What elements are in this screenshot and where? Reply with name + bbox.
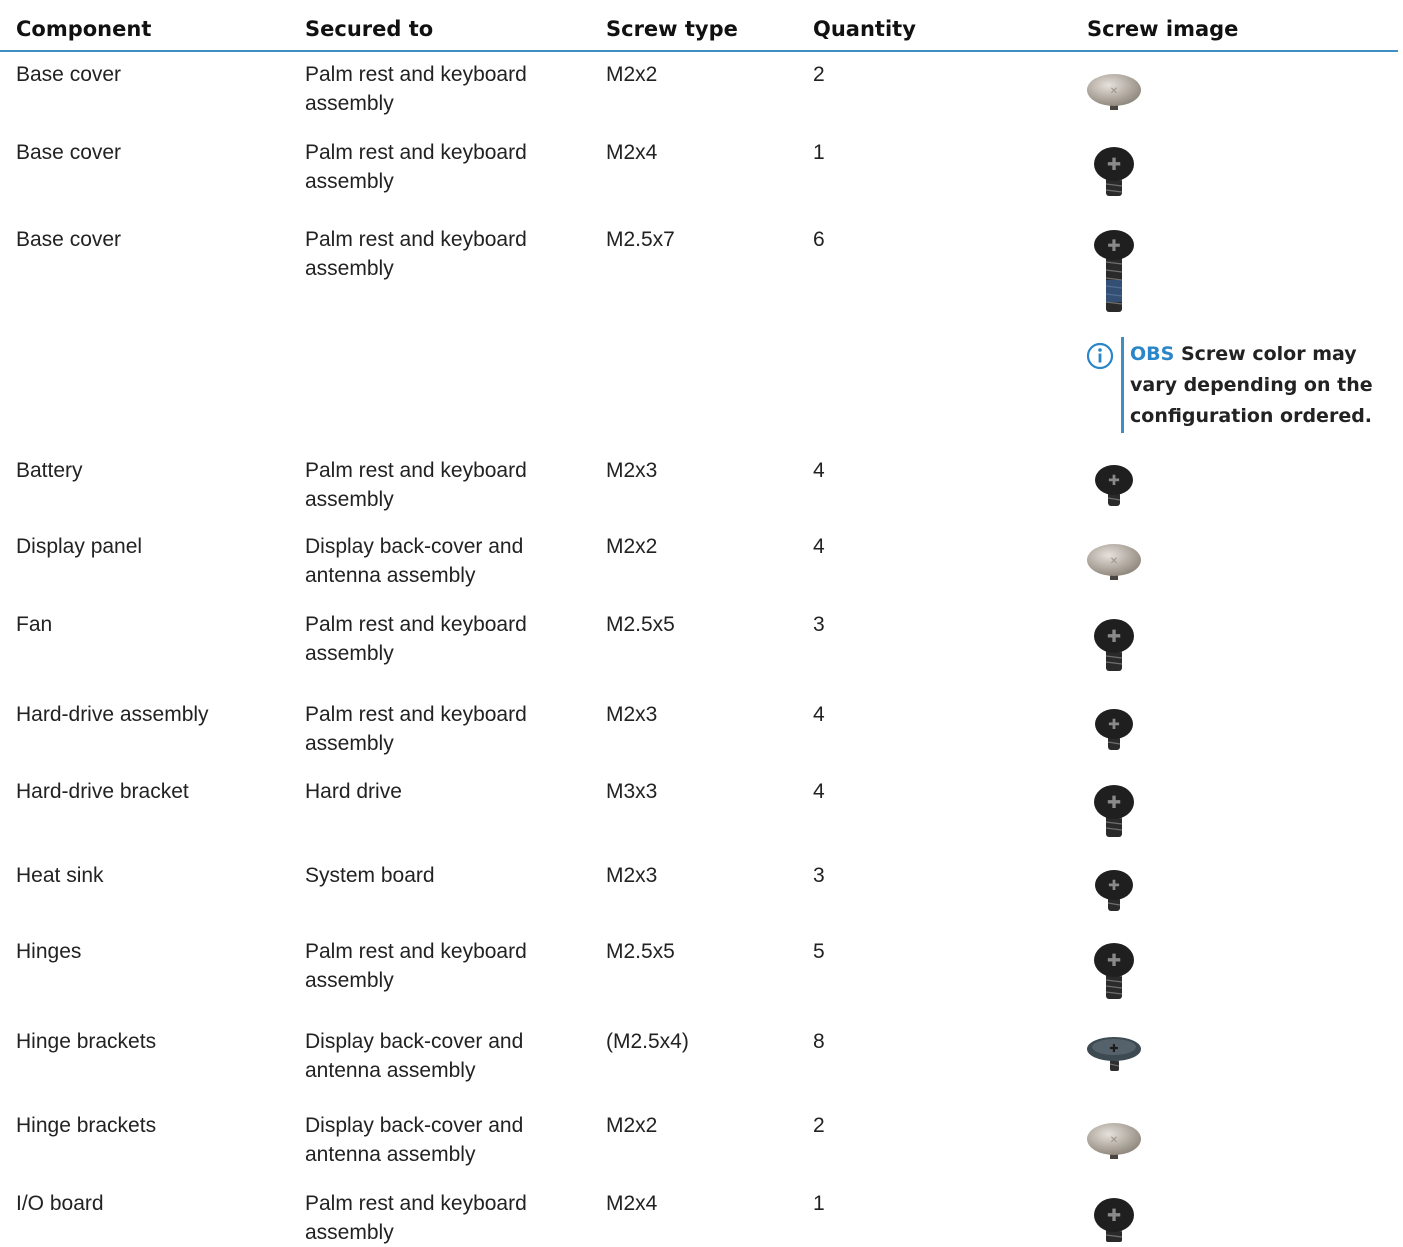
black-screw-icon [1086,1195,1146,1242]
secured-to-cell: Palm rest and keyboard assembly [305,63,527,115]
quantity-cell: 3 [813,864,825,887]
svg-text:✕: ✕ [1109,556,1119,567]
component-cell: Base cover [16,228,122,251]
table-header [0,0,1398,52]
component-cell: Hinge brackets [16,1030,157,1053]
black-screw-icon [1086,462,1146,510]
screw-type-cell: M2.5x5 [606,613,675,636]
secured-to-cell: Palm rest and keyboard assembly [305,141,527,193]
header-screw-type: Screw type [606,17,738,41]
screw-type-cell: M2x3 [606,703,658,726]
header-component: Component [16,17,152,41]
quantity-cell: 4 [813,703,825,726]
screw-type-cell: M3x3 [606,780,658,803]
black-screw-icon [1086,782,1146,840]
component-cell: Hinge brackets [16,1114,157,1137]
quantity-cell: 3 [813,613,825,636]
secured-to-cell: System board [305,864,435,887]
silver-flat-screw-icon [1086,1117,1146,1167]
svg-text:✚: ✚ [1106,793,1122,813]
secured-to-cell: Palm rest and keyboard assembly [305,703,527,755]
quantity-cell: 8 [813,1030,825,1053]
screw-type-cell: M2x2 [606,535,658,558]
note-bar [1121,337,1124,433]
secured-to-cell: Palm rest and keyboard assembly [305,459,527,511]
quantity-cell: 6 [813,228,825,251]
component-cell: Base cover [16,141,122,164]
black-screw-icon [1086,706,1146,754]
quantity-cell: 4 [813,780,825,803]
screw-type-cell: M2x4 [606,141,658,164]
secured-to-cell: Palm rest and keyboard assembly [305,940,527,992]
black-screw-icon [1086,867,1146,915]
screw-type-cell: M2x2 [606,1114,658,1137]
secured-to-cell: Display back-cover and antenna assembly [305,1114,524,1166]
secured-to-cell: Hard drive [305,780,402,803]
black-screw-icon [1086,940,1146,1002]
black-screw-icon [1086,616,1146,674]
quantity-cell: 1 [813,1192,825,1215]
note-text [1130,339,1403,432]
screw-type-cell: M2x4 [606,1192,658,1215]
component-cell: Hard-drive assembly [16,703,209,726]
component-cell: Fan [16,613,53,636]
note-body: Screw color may vary depending on the configuration ordered. [1130,343,1373,427]
component-cell: Battery [16,459,83,482]
header-screw-image: Screw image [1087,17,1239,41]
svg-text:✚: ✚ [1108,473,1120,489]
svg-text:✚: ✚ [1107,236,1121,255]
component-cell: I/O board [16,1192,104,1215]
silver-flat-screw-icon [1086,538,1146,588]
svg-text:✚: ✚ [1109,1042,1119,1055]
quantity-cell: 4 [813,459,825,482]
secured-to-cell: Display back-cover and antenna assembly [305,535,524,587]
silver-flat-screw-icon [1086,68,1146,118]
svg-text:✚: ✚ [1106,1206,1122,1226]
quantity-cell: 2 [813,63,825,86]
secured-to-cell: Palm rest and keyboard assembly [305,228,527,280]
component-cell: Hinges [16,940,82,963]
secured-to-cell: Palm rest and keyboard assembly [305,1192,527,1244]
component-cell: Display panel [16,535,143,558]
svg-text:✕: ✕ [1109,86,1119,97]
component-cell: Heat sink [16,864,104,887]
secured-to-cell: Palm rest and keyboard assembly [305,613,527,665]
screw-type-cell: (M2.5x4) [606,1030,689,1053]
header-quantity: Quantity [813,17,916,41]
svg-text:✚: ✚ [1106,951,1122,971]
screw-type-cell: M2.5x7 [606,228,675,251]
quantity-cell: 2 [813,1114,825,1137]
screw-type-cell: M2.5x5 [606,940,675,963]
secured-to-cell: Display back-cover and antenna assembly [305,1030,524,1082]
screw-type-cell: M2x2 [606,63,658,86]
info-icon [1086,342,1114,370]
note-callout [1086,337,1396,433]
header-secured-to: Secured to [305,17,434,41]
screw-type-cell: M2x3 [606,459,658,482]
svg-text:✚: ✚ [1106,627,1122,647]
long-black-screw-icon [1086,228,1146,316]
svg-text:✚: ✚ [1108,878,1120,894]
svg-text:✕: ✕ [1109,1135,1119,1146]
svg-text:✚: ✚ [1108,717,1120,733]
quantity-cell: 1 [813,141,825,164]
flat-head-screw-icon [1086,1031,1146,1075]
component-cell: Base cover [16,63,122,86]
quantity-cell: 5 [813,940,825,963]
screw-type-cell: M2x3 [606,864,658,887]
quantity-cell: 4 [813,535,825,558]
component-cell: Hard-drive bracket [16,780,189,803]
svg-text:✚: ✚ [1106,155,1122,175]
black-screw-icon [1086,144,1146,200]
note-label: OBS [1130,343,1175,365]
